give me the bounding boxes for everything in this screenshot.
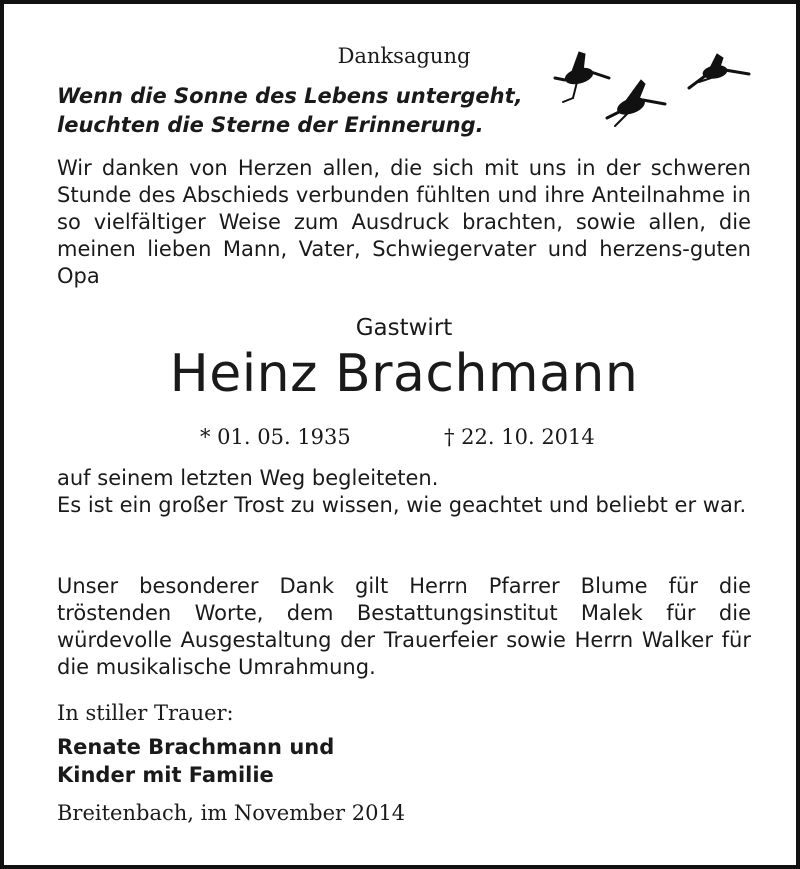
bird-icon xyxy=(555,52,609,102)
signer-line: Kinder mit Familie xyxy=(57,763,274,787)
birth-date: * 01. 05. 1935 xyxy=(200,425,351,449)
deceased-name: Heinz Brachmann xyxy=(169,344,639,404)
intro-paragraph: Wir danken von Herzen allen, die sich mit uns in der schweren Stunde des Abschieds verbunden fühlten und ihre Anteilnahme in so vielfältiger Weise zum Ausdruck brachten, sowie allen, die meinen lieben Mann, Vater, Schwiegervater und herzens-guten Opa xyxy=(57,156,751,288)
mourning-label: In stiller Trauer: xyxy=(57,701,234,725)
after-line: auf seinem letzten Weg begleiteten. xyxy=(57,466,439,490)
after-paragraph xyxy=(57,465,751,519)
occupation: Gastwirt xyxy=(355,315,453,341)
life-dates xyxy=(4,425,800,455)
motto-line: Wenn die Sonne des Lebens untergeht, xyxy=(57,84,523,108)
thanks-paragraph: Unser besonderer Dank gilt Herrn Pfarrer Blume für die tröstenden Worte, dem Bestattungsinstitut Malek für die würdevolle Ausgestaltung der Trauerfeier sowie Herrn Walker für die musikalische Umrahmung. xyxy=(57,574,751,679)
bird-icon xyxy=(689,54,749,88)
death-date: † 22. 10. 2014 xyxy=(444,425,595,449)
bird-icon xyxy=(607,80,665,126)
page-title: Danksagung xyxy=(337,44,471,68)
motto xyxy=(57,82,523,140)
signers xyxy=(57,733,334,789)
after-line: Es ist ein großer Trost zu wissen, wie geachtet und beliebt er war. xyxy=(57,493,747,517)
motto-line: leuchten die Sterne der Erinnerung. xyxy=(57,113,484,137)
place-date: Breitenbach, im November 2014 xyxy=(57,801,406,825)
signer-line: Renate Brachmann und xyxy=(57,735,335,759)
flying-birds-icon xyxy=(549,44,759,134)
